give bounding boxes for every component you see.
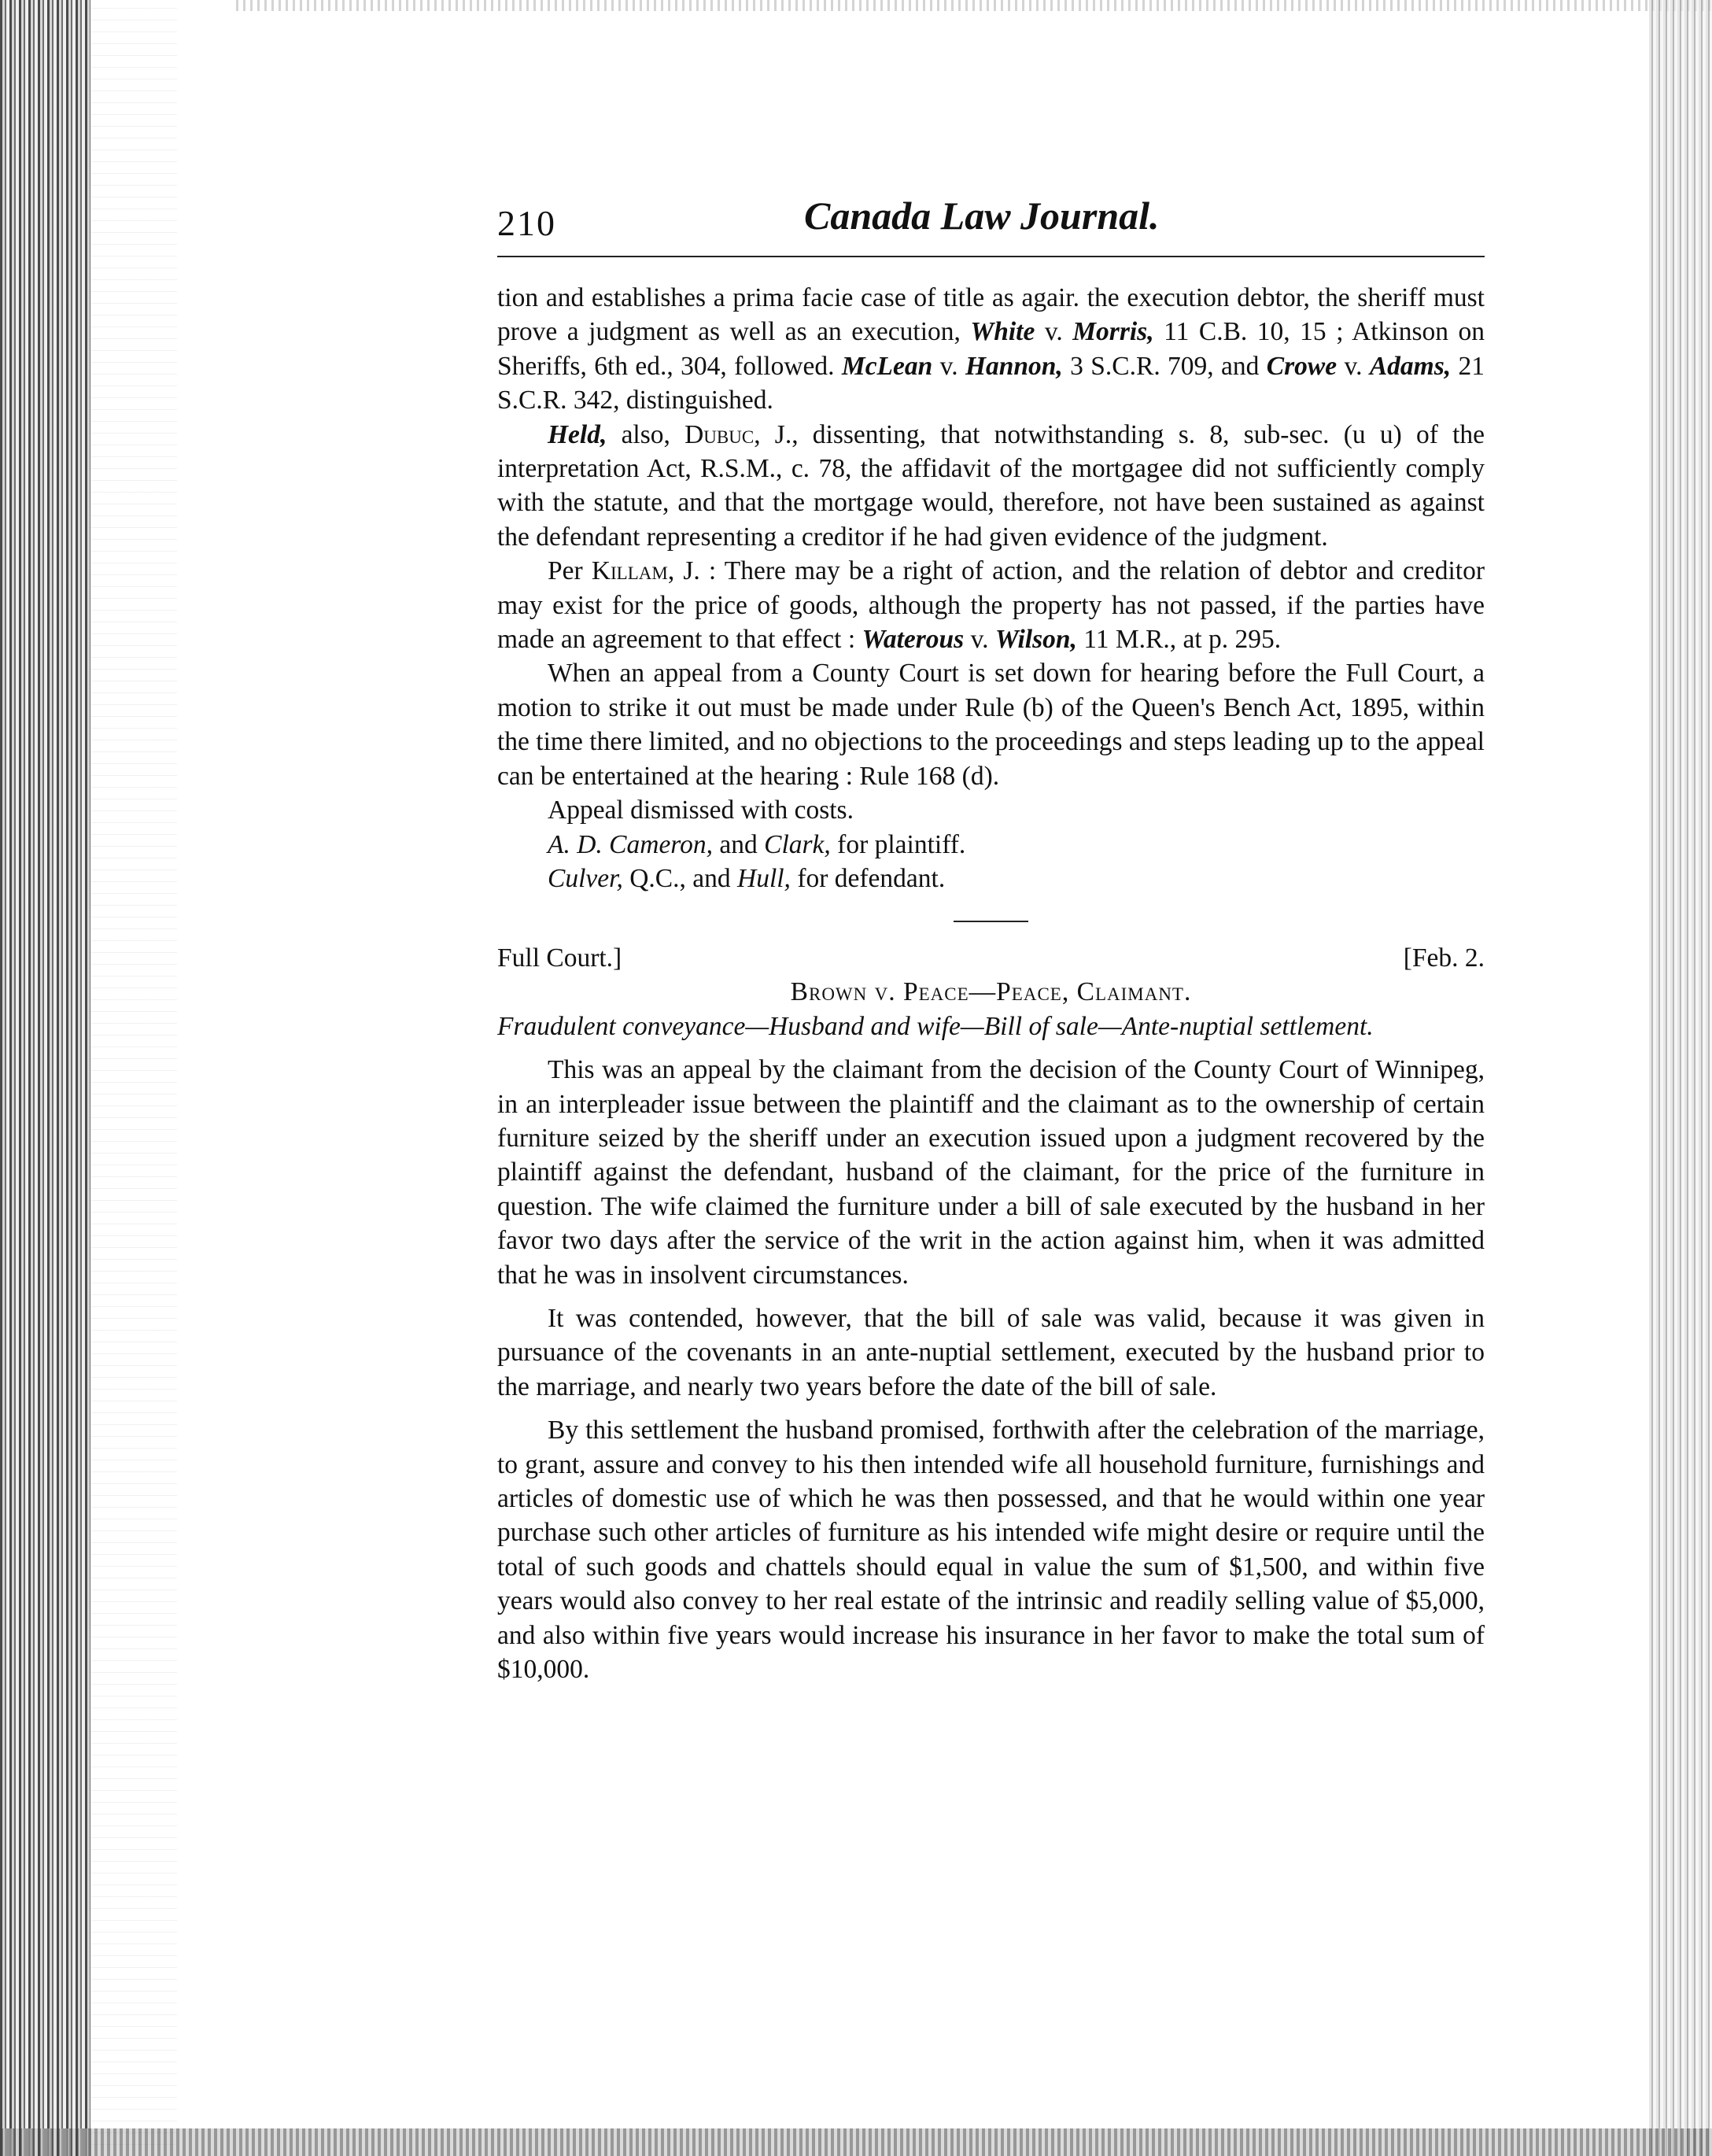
case-name: Morris, — [1072, 317, 1154, 347]
spacer — [497, 1043, 1485, 1053]
page-right-edge — [1649, 0, 1712, 2156]
case-name: Hannon, — [965, 351, 1063, 381]
paragraph-settlement: By this settlement the husband promised, forthwith after the celebration of the marriage, to grant, assure and convey to his then intended wife all household furniture, furnishings and articles of domestic use of which he was then possessed, and that he would within one year purchase such other articles of furniture as his intended wife might desire or require until the total of such goods and chattels should equal in value the sum of $1,500, and within five years would also convey to her real estate of the intrinsic and readily selling value of $5,000, and also within five years would increase his insurance in her favor to make the total sum of $10,000. — [497, 1416, 1485, 1685]
court-line — [497, 941, 1485, 975]
judge-name: Killam — [591, 556, 668, 586]
spacer — [497, 1292, 1485, 1301]
paragraph-appeal-rule: When an appeal from a County Court is set down for hearing before the Full Court, a motion to strike it out must be made under Rule (b) of the Queen's Bench Act, 1895, within the time there limited, and no objections to the proceedings and steps leading up to the appeal can be entertained at the hearing : Rule 168 (d). — [497, 659, 1485, 791]
case-name: McLean — [841, 351, 933, 381]
case-name: Crowe — [1266, 351, 1338, 381]
case-name: Wilson, — [994, 625, 1077, 655]
case-date: [Feb. 2. — [1403, 943, 1485, 973]
section-divider — [954, 921, 1028, 922]
paragraph-held: Held, also, Dubuc, J., dissenting, that notwithstanding s. 8, sub-sec. (u u) of the interpretation Act, R.S.M., c. 78, the affidavit of the mortgagee did not sufficiently comply with the statute, and that the mortgage would, therefore, not have been sustained as against the defendant representing a creditor if he had given evidence of the judgment. — [497, 419, 1485, 552]
paragraph-per-killam: Per Killam, J. : There may be a right of action, and the relation of debtor and creditor may exist for the price of goods, although the property has not passed, if the parties have made an agreement to that effect : Waterous v. Wilson, 11 M.R., at p. 295. — [497, 556, 1485, 655]
paragraph-facts: This was an appeal by the claimant from the decision of the County Court of Winnipeg, in an interpleader issue between the plaintiff and the claimant as to the ownership of certain furniture seized by the sheriff under an execution issued upon a judgment recovered by the plaintiff against the defendant, husband of the claimant, for the price of the furniture in question. The wife claimed the furniture under a bill of sale executed by the husband in her favor two days after the service of the writ in the action against him, when it was admitted that he was in insolvent circumstances. — [497, 1055, 1485, 1290]
spacer — [497, 1404, 1485, 1413]
case-title: Brown v. Peace—Peace, Claimant. — [790, 977, 1192, 1007]
judge-name: Dubuc — [684, 419, 755, 449]
counsel-defendant: Culver, Q.C., and Hull, for defendant. — [548, 863, 946, 893]
running-head — [497, 193, 1485, 257]
page-bottom-edge — [0, 2128, 1712, 2156]
counsel-plaintiff: A. D. Cameron, and Clark, for plaintiff. — [548, 829, 966, 859]
case-name: White — [970, 317, 1035, 347]
case-name: Waterous — [862, 625, 965, 655]
page-number: 210 — [497, 203, 556, 243]
scan-top-edge — [236, 0, 1712, 11]
body-text — [497, 281, 1485, 1686]
book-spine-edge — [0, 0, 90, 2156]
page-gutter — [90, 0, 177, 2156]
disposition: Appeal dismissed with costs. — [548, 796, 854, 825]
court-name: Full Court.] — [497, 943, 622, 973]
paragraph-continuation: tion and establishes a prima facie case of title as agair. the execution debtor, the sheriff must prove a judgment as well as an execution, White v. Morris, 11 C.B. 10, 15 ; Atkinson on Sheriffs, 6th ed., 304, followed. McLean v. Hannon, 3 S.C.R. 709, and Crowe v. Adams, 21 S.C.R. 342, distinguished. — [497, 283, 1485, 415]
headnote: Fraudulent conveyance—Husband and wife—Bill of sale—Ante-nuptial settlement. — [497, 1011, 1374, 1041]
case-name: Adams, — [1369, 351, 1452, 381]
paragraph-contention: It was contended, however, that the bill of sale was valid, because it was given in pursuance of the covenants in an ante-nuptial settlement, executed by the husband prior to the marriage, and nearly two years before the date of the bill of sale. — [497, 1303, 1485, 1401]
journal-title: Canada Law Journal. — [804, 194, 1160, 238]
page-content — [497, 193, 1485, 1686]
